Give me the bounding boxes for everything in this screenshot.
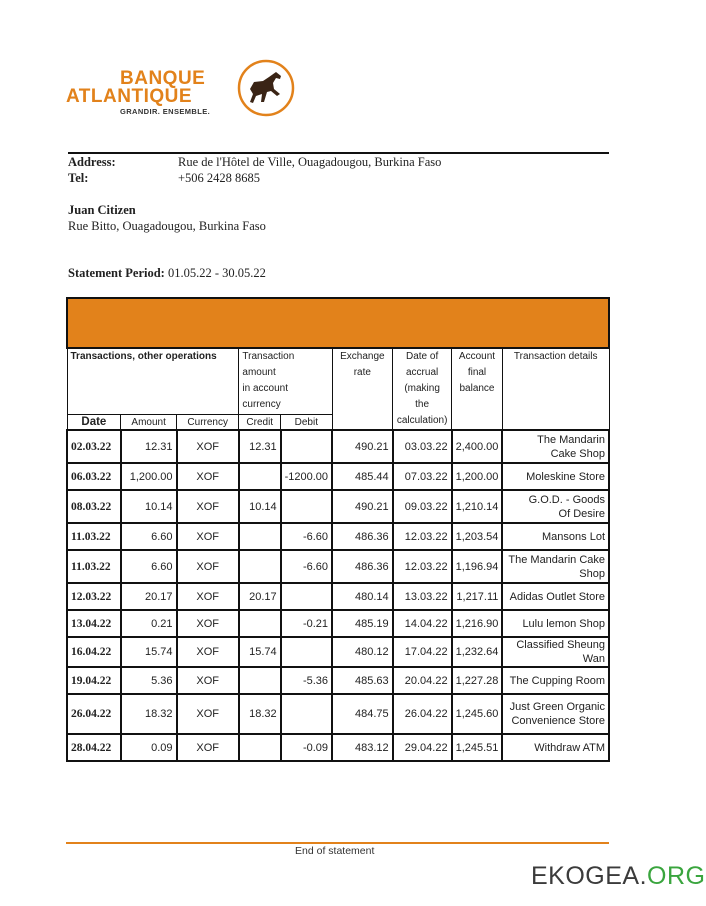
amount-cell: 6.60 (121, 550, 177, 583)
date-header: Date (67, 415, 121, 431)
date-cell: 08.03.22 (67, 490, 121, 523)
debit-cell (281, 637, 332, 667)
details-cell: G.O.D. - Goods Of Desire (502, 490, 609, 523)
balance-cell: 1,203.54 (452, 523, 503, 550)
balance-cell: 2,400.00 (452, 430, 503, 463)
amount-cell: 5.36 (121, 667, 177, 694)
accrual-cell: 07.03.22 (393, 463, 452, 490)
customer-name: Juan Citizen (68, 203, 136, 217)
date-cell: 19.04.22 (67, 667, 121, 694)
debit-cell: -1200.00 (281, 463, 332, 490)
debit-cell: -0.09 (281, 734, 332, 761)
balance-cell: 1,196.94 (452, 550, 503, 583)
rate-cell: 485.63 (332, 667, 393, 694)
rate-cell: 484.75 (332, 694, 393, 734)
credit-cell: 12.31 (239, 430, 281, 463)
horse-icon (236, 58, 296, 118)
logo-name-line1: BANQUE (120, 68, 206, 89)
debit-cell (281, 490, 332, 523)
table-row (67, 637, 609, 667)
currency-cell: XOF (177, 490, 239, 523)
rate-cell: 486.36 (332, 550, 393, 583)
logo-tagline: GRANDIR. ENSEMBLE. (120, 107, 211, 116)
details-cell: Withdraw ATM (502, 734, 609, 761)
currency-cell: XOF (177, 430, 239, 463)
balance-cell: 1,227.28 (452, 667, 503, 694)
currency-cell: XOF (177, 523, 239, 550)
date-cell: 28.04.22 (67, 734, 121, 761)
balance-cell: 1,200.00 (452, 463, 503, 490)
accrual-cell: 29.04.22 (393, 734, 452, 761)
accrual-cell: 03.03.22 (393, 430, 452, 463)
table-row (67, 463, 609, 490)
date-cell: 02.03.22 (67, 430, 121, 463)
address-value: Rue de l'Hôtel de Ville, Ouagadougou, Burkina Faso (178, 155, 442, 169)
amount-cell: 0.09 (121, 734, 177, 761)
currency-cell: XOF (177, 583, 239, 610)
bank-logo (64, 58, 304, 122)
credit-cell (239, 610, 281, 637)
accrual-cell: 09.03.22 (393, 490, 452, 523)
accrual-cell: 14.04.22 (393, 610, 452, 637)
balance-header: Account final balance (452, 348, 503, 430)
date-cell: 16.04.22 (67, 637, 121, 667)
table-row (67, 667, 609, 694)
currency-cell: XOF (177, 667, 239, 694)
credit-cell (239, 550, 281, 583)
rate-cell: 490.21 (332, 430, 393, 463)
amount-cell: 1,200.00 (121, 463, 177, 490)
customer-address: Rue Bitto, Ouagadougou, Burkina Faso (68, 219, 266, 233)
watermark (531, 862, 706, 891)
balance-cell: 1,245.60 (452, 694, 503, 734)
address-label: Address: (68, 155, 116, 169)
currency-cell: XOF (177, 637, 239, 667)
credit-header: Credit (239, 415, 281, 431)
table-row (67, 523, 609, 550)
accrual-cell: 26.04.22 (393, 694, 452, 734)
footer-divider (66, 842, 609, 844)
balance-cell: 1,210.14 (452, 490, 503, 523)
accrual-cell: 13.03.22 (393, 583, 452, 610)
amount-col-header: Amount (121, 415, 177, 431)
date-cell: 13.04.22 (67, 610, 121, 637)
debit-cell: -5.36 (281, 667, 332, 694)
balance-cell: 1,217.11 (452, 583, 503, 610)
credit-cell: 15.74 (239, 637, 281, 667)
table-body (67, 430, 609, 761)
table-row (67, 734, 609, 761)
credit-cell: 10.14 (239, 490, 281, 523)
debit-cell: -0.21 (281, 610, 332, 637)
statement-period (68, 266, 266, 281)
currency-header: Currency (177, 415, 239, 431)
group-header: Transactions, other operations (67, 348, 239, 415)
details-cell: Classified Sheung Wan (502, 637, 609, 667)
amount-cell: 0.21 (121, 610, 177, 637)
table-row (67, 490, 609, 523)
rate-cell: 480.14 (332, 583, 393, 610)
watermark-text-a: EKOGEA. (531, 862, 648, 890)
watermark-text-b: ORG (647, 862, 706, 890)
amount-cell: 10.14 (121, 490, 177, 523)
currency-cell: XOF (177, 610, 239, 637)
amount-cell: 15.74 (121, 637, 177, 667)
logo-name-line2: ATLANTIQUE (66, 86, 193, 107)
table-header-row (67, 348, 609, 415)
rate-cell: 485.44 (332, 463, 393, 490)
credit-cell (239, 523, 281, 550)
amount-cell: 6.60 (121, 523, 177, 550)
balance-cell: 1,216.90 (452, 610, 503, 637)
details-cell: The Cupping Room (502, 667, 609, 694)
credit-cell: 20.17 (239, 583, 281, 610)
details-cell: The Mandarin Cake Shop (502, 550, 609, 583)
credit-cell (239, 667, 281, 694)
tel-label: Tel: (68, 171, 89, 185)
table-row (67, 550, 609, 583)
rate-cell: 490.21 (332, 490, 393, 523)
date-cell: 12.03.22 (67, 583, 121, 610)
accrual-cell: 20.04.22 (393, 667, 452, 694)
table-row (67, 610, 609, 637)
rate-cell: 485.19 (332, 610, 393, 637)
details-header: Transaction details (502, 348, 609, 430)
amount-cell: 12.31 (121, 430, 177, 463)
credit-cell (239, 463, 281, 490)
credit-cell: 18.32 (239, 694, 281, 734)
amount-cell: 18.32 (121, 694, 177, 734)
credit-cell (239, 734, 281, 761)
currency-cell: XOF (177, 694, 239, 734)
balance-cell: 1,232.64 (452, 637, 503, 667)
accrual-cell: 12.03.22 (393, 550, 452, 583)
debit-cell (281, 583, 332, 610)
debit-cell (281, 694, 332, 734)
details-cell: Just Green Organic Convenience Store (502, 694, 609, 734)
currency-cell: XOF (177, 463, 239, 490)
header-divider (68, 152, 609, 154)
balance-cell: 1,245.51 (452, 734, 503, 761)
rate-cell: 483.12 (332, 734, 393, 761)
debit-cell: -6.60 (281, 523, 332, 550)
exchange-header: Exchange rate (332, 348, 393, 430)
details-cell: Moleskine Store (502, 463, 609, 490)
table-row (67, 430, 609, 463)
currency-cell: XOF (177, 734, 239, 761)
debit-header: Debit (281, 415, 332, 431)
date-cell: 11.03.22 (67, 523, 121, 550)
amount-header: Transaction amount in account currency (239, 348, 332, 415)
rate-cell: 486.36 (332, 523, 393, 550)
date-cell: 26.04.22 (67, 694, 121, 734)
amount-cell: 20.17 (121, 583, 177, 610)
table-row (67, 694, 609, 734)
details-cell: Mansons Lot (502, 523, 609, 550)
rate-cell: 480.12 (332, 637, 393, 667)
accrual-cell: 12.03.22 (393, 523, 452, 550)
accrual-cell: 17.04.22 (393, 637, 452, 667)
details-cell: Adidas Outlet Store (502, 583, 609, 610)
period-value: 01.05.22 - 30.05.22 (167, 266, 266, 280)
details-cell: Lulu lemon Shop (502, 610, 609, 637)
end-of-statement: End of statement (295, 845, 375, 857)
period-label: Statement Period: (68, 266, 165, 280)
accrual-header: Date of accrual (making the calculation) (393, 348, 452, 430)
debit-cell (281, 430, 332, 463)
table-row (67, 583, 609, 610)
transactions-table (66, 297, 610, 762)
table-header-band (67, 298, 609, 348)
date-cell: 11.03.22 (67, 550, 121, 583)
date-cell: 06.03.22 (67, 463, 121, 490)
currency-cell: XOF (177, 550, 239, 583)
tel-value: +506 2428 8685 (178, 171, 261, 185)
details-cell: The Mandarin Cake Shop (502, 430, 609, 463)
debit-cell: -6.60 (281, 550, 332, 583)
